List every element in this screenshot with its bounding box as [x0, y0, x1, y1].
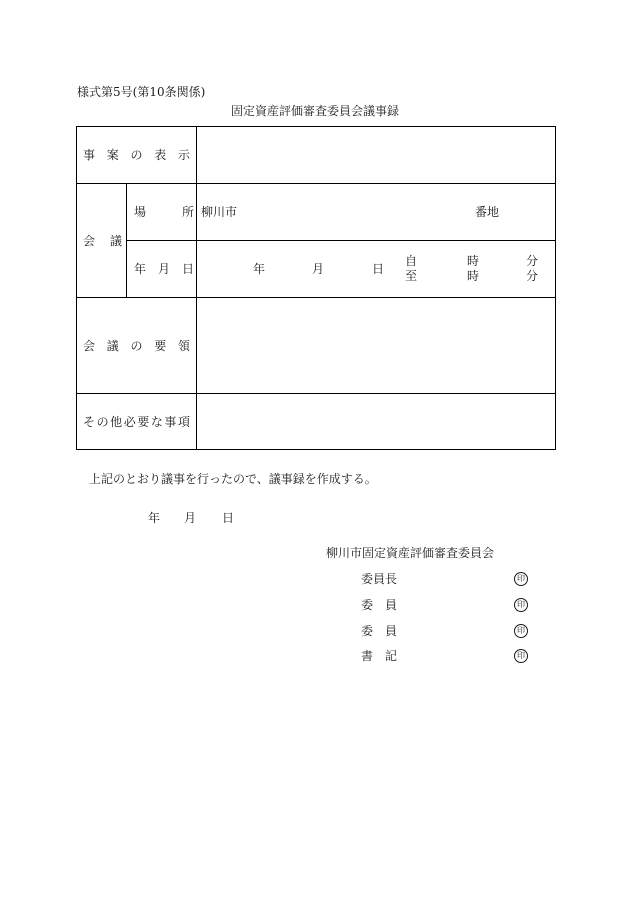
place-label: 場 所 — [134, 205, 194, 219]
place-city: 柳川市 — [201, 205, 238, 219]
time-to-label: 至 — [405, 269, 418, 283]
procedure-label-cell — [77, 298, 197, 394]
meeting-date-year: 年 — [253, 262, 266, 276]
procedure-label: 会 議 の 要 領 — [83, 338, 190, 353]
other-label: そ の 他 必 要 な 事 項 — [83, 414, 190, 429]
time-from-minute: 分 — [526, 254, 539, 268]
meeting-label: 会 議 — [83, 233, 122, 248]
case-value-cell — [197, 127, 555, 184]
seal-stamp: 印 — [514, 624, 528, 638]
other-value-cell — [197, 394, 555, 449]
case-label: 事 案 の 表 示 — [83, 148, 190, 162]
case-label-cell — [77, 127, 197, 184]
meeting-date-month: 月 — [312, 262, 325, 276]
signatory-role: 委 員 — [361, 624, 397, 638]
place-label-cell — [127, 184, 197, 241]
seal-stamp: 印 — [514, 649, 528, 663]
document-title: 固定資産評価審査委員会議事録 — [230, 104, 399, 118]
record-date-day: 日 — [222, 511, 235, 525]
date-label: 年 月 日 — [134, 262, 194, 276]
meeting-label-cell — [77, 184, 127, 298]
other-label-cell — [77, 394, 197, 449]
place-banchi: 番地 — [475, 205, 500, 219]
statement-text: 上記のとおり議事を行ったので、議事録を作成する。 — [89, 472, 377, 486]
time-to-hour: 時 — [467, 269, 480, 283]
signatory-role: 書 記 — [361, 649, 397, 663]
procedure-value-cell — [197, 298, 555, 394]
signatory-role: 委 員 長 — [361, 572, 398, 586]
time-from-label: 自 — [405, 254, 418, 268]
time-from-hour: 時 — [467, 254, 480, 268]
time-to-minute: 分 — [526, 269, 539, 283]
form-number: 様式第5号(第10条関係) — [77, 85, 206, 99]
minutes-form-table — [76, 126, 556, 450]
place-value-cell — [197, 184, 555, 241]
date-value-cell — [197, 241, 555, 298]
seal-stamp: 印 — [514, 572, 528, 586]
record-date-month: 月 — [184, 511, 197, 525]
seal-stamp: 印 — [514, 598, 528, 612]
record-date-year: 年 — [148, 511, 161, 525]
meeting-date-day: 日 — [372, 262, 385, 276]
signatory-role: 委 員 — [361, 598, 397, 612]
date-label-cell — [127, 241, 197, 298]
committee-name: 柳川市固定資産評価審査委員会 — [326, 546, 495, 560]
